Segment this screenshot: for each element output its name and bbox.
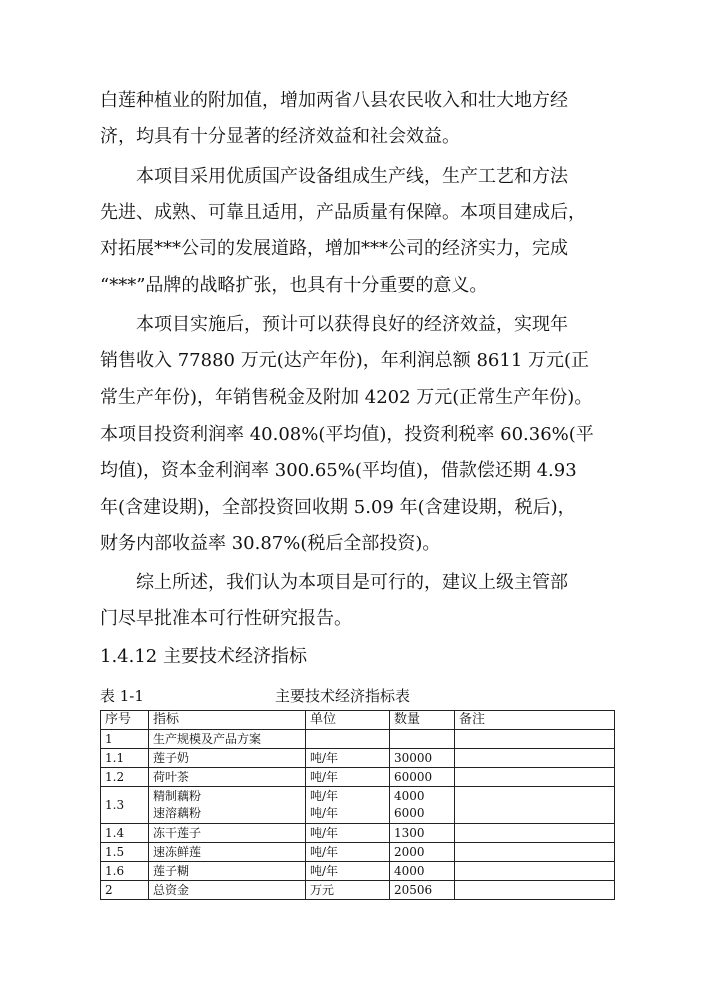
cell-item: 冻干莲子 <box>149 824 306 843</box>
table-row <box>101 824 615 843</box>
cell-qty: 30000 <box>390 749 455 768</box>
cell-qty: 4000 <box>390 862 455 881</box>
header-cell: 备注 <box>455 711 615 730</box>
cell-qty <box>390 730 455 749</box>
table-row <box>101 768 615 787</box>
text-line: 对拓展***公司的发展道路，增加***公司的经济实力，完成 <box>100 238 568 259</box>
text-line: 均值)，资本金利润率 300.65%(平均值)，借款偿还期 4.93 <box>100 460 577 481</box>
cell-note <box>455 749 615 768</box>
text-line: 本项目投资利润率 40.08%(平均值)，投资利税率 60.36%(平 <box>100 424 594 445</box>
cell-unit: 万元 <box>306 881 390 900</box>
table-row <box>101 787 615 824</box>
cell-unit: 吨/年 <box>306 749 390 768</box>
cell-note <box>455 768 615 787</box>
table-number: 表 1-1 <box>100 687 144 705</box>
cell-item-line: 速溶藕粉 <box>153 806 202 820</box>
cell-qty-line: 4000 <box>394 789 425 803</box>
cell-item: 莲子糊 <box>149 862 306 881</box>
cell-unit-line: 吨/年 <box>310 789 339 803</box>
cell-qty <box>390 787 455 824</box>
cell-item: 莲子奶 <box>149 749 306 768</box>
text-line: 年(含建设期)，全部投资回收期 5.09 年(含建设期，税后)， <box>100 497 576 518</box>
cell-no: 1.6 <box>101 862 149 881</box>
cell-no: 1.2 <box>101 768 149 787</box>
cell-note <box>455 730 615 749</box>
text-line: 财务内部收益率 30.87%(税后全部投资)。 <box>100 533 441 554</box>
cell-unit: 吨/年 <box>306 768 390 787</box>
cell-unit: 吨/年 <box>306 862 390 881</box>
cell-no: 1.3 <box>101 787 149 824</box>
cell-item <box>149 787 306 824</box>
cell-note <box>455 862 615 881</box>
cell-no: 1.4 <box>101 824 149 843</box>
cell-note <box>455 881 615 900</box>
cell-item-line: 精制藕粉 <box>153 789 202 803</box>
cell-item: 生产规模及产品方案 <box>149 730 306 749</box>
cell-no: 1 <box>101 730 149 749</box>
text-line: “***”品牌的战略扩张，也具有十分重要的意义。 <box>100 275 488 296</box>
cell-qty: 2000 <box>390 843 455 862</box>
cell-qty: 20506 <box>390 881 455 900</box>
cell-unit <box>306 787 390 824</box>
cell-qty: 60000 <box>390 768 455 787</box>
cell-unit: 吨/年 <box>306 843 390 862</box>
table-row <box>101 749 615 768</box>
header-cell: 序号 <box>101 711 149 730</box>
cell-unit <box>306 730 390 749</box>
cell-item: 荷叶茶 <box>149 768 306 787</box>
text-line: 综上所述，我们认为本项目是可行的，建议上级主管部 <box>136 572 568 593</box>
spec-table <box>100 710 615 900</box>
cell-note <box>455 843 615 862</box>
cell-note <box>455 787 615 824</box>
cell-unit: 吨/年 <box>306 824 390 843</box>
text-line: 常生产年份)，年销售税金及附加 4202 万元(正常生产年份)。 <box>100 387 593 408</box>
header-cell: 数量 <box>390 711 455 730</box>
cell-no: 1.1 <box>101 749 149 768</box>
text-line: 本项目采用优质国产设备组成生产线，生产工艺和方法 <box>136 166 568 187</box>
text-line: 本项目实施后，预计可以获得良好的经济效益，实现年 <box>136 314 568 335</box>
cell-note <box>455 824 615 843</box>
header-cell: 指标 <box>149 711 306 730</box>
cell-qty-line: 6000 <box>394 806 425 820</box>
text-line: 白莲种植业的附加值，增加两省八县农民收入和壮大地方经 <box>100 90 568 111</box>
cell-item: 总资金 <box>149 881 306 900</box>
cell-no: 1.5 <box>101 843 149 862</box>
text-line: 济，均具有十分显著的经济效益和社会效益。 <box>100 126 460 147</box>
header-cell: 单位 <box>306 711 390 730</box>
table-row <box>101 862 615 881</box>
table-header-row <box>101 711 615 730</box>
table-row <box>101 843 615 862</box>
text-line: 先进、成熟、可靠且适用，产品质量有保障。本项目建成后， <box>100 202 586 223</box>
text-line: 门尽早批准本可行性研究报告。 <box>100 608 352 629</box>
table-row <box>101 730 615 749</box>
cell-qty: 1300 <box>390 824 455 843</box>
cell-item: 速冻鲜莲 <box>149 843 306 862</box>
table-row <box>101 881 615 900</box>
table-title: 主要技术经济指标表 <box>275 687 411 705</box>
section-heading: 1.4.12 主要技术经济指标 <box>100 646 307 667</box>
text-line: 销售收入 77880 万元(达产年份)，年利润总额 8611 万元(正 <box>100 350 590 371</box>
cell-unit-line: 吨/年 <box>310 806 339 820</box>
cell-no: 2 <box>101 881 149 900</box>
